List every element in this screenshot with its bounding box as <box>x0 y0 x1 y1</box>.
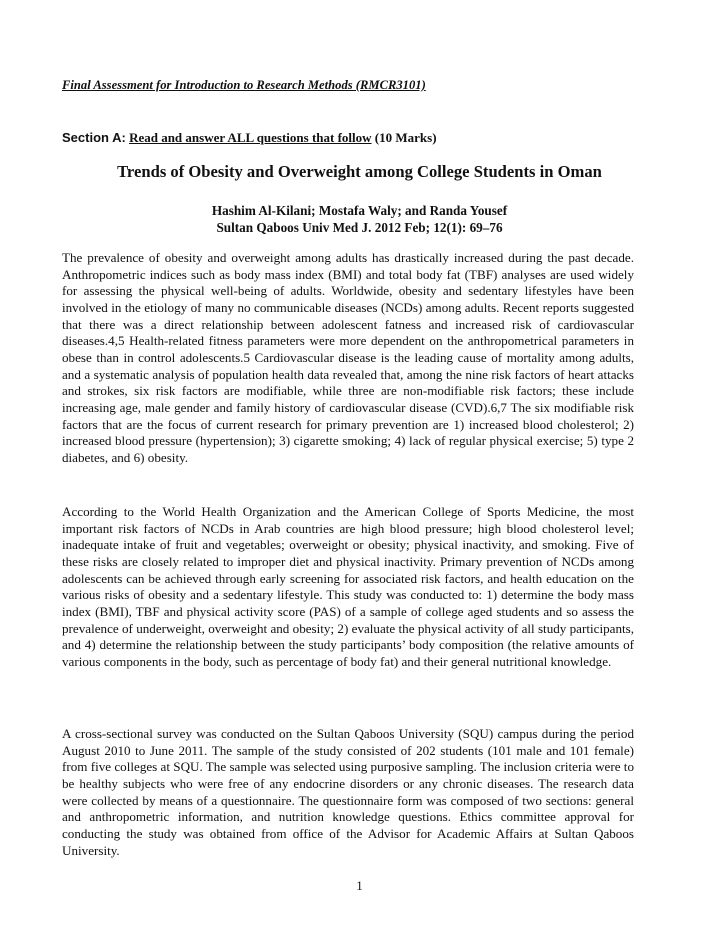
paragraph-methods: A cross-sectional survey was conducted on the Sultan Qaboos University (SQU) campus during the period August 2010 to June 2011. The sample of the study consisted of 202 students (101 male and 101 female) from five colleges at SQU. The sample was selected using purposive sampling. The inclusion criteria were to be healthy subjects who were free of any endocrine disorders or any chronic diseases. The research data were collected by means of a questionnaire. The questionnaire form was composed of two sections: general and anthropometric information, and nutrition knowledge questions. Ethics committee approval for conducting the study was obtained from office of the Advisor for Academic Affairs at Sultan Qaboos University. <box>62 726 634 858</box>
page-number: 1 <box>356 878 363 893</box>
section-marks: (10 Marks) <box>374 130 437 145</box>
article-authors: Hashim Al-Kilani; Mostafa Waly; and Randa Yousef <box>211 203 508 218</box>
section-label: Section A: <box>62 130 126 145</box>
section-instruction: Read and answer ALL questions that follow <box>129 130 372 145</box>
course-title: Final Assessment for Introduction to Research Methods (RMCR3101) <box>62 78 426 92</box>
article-title: Trends of Obesity and Overweight among College Students in Oman <box>117 162 602 181</box>
paragraph-introduction: The prevalence of obesity and overweight among adults has drastically increased during the past decade. Anthropometric indices such as body mass index (BMI) and total body fat (TBF) analyses are used widely for assessing the physical well-being of adults. Worldwide, obesity and sedentary lifestyles have been involved in the etiology of many no communicable diseases (NCDs) among adults. Recent reports suggested that there was a direct relationship between adolescent fatness and increased risk of cardiovascular diseases.4,5 Health-related fitness parameters were more dependent on the anthropometrical parameters in obese than in control adolescents.5 Cardiovascular disease is the leading cause of mortality among adults, and a systematic analysis of population health data revealed that, among the nine risk factors of heart attacks and strokes, six risk factors are modifiable, while three are non-modifiable risk factors; these include increasing age, male gender and family history of cardiovascular disease (CVD).6,7 The six modifiable risk factors that are the focus of current research for primary prevention are 1) increased blood cholesterol; 2) increased blood pressure (hypertension); 3) cigarette smoking; 4) lack of regular physical exercise; 5) type 2 diabetes, and 6) obesity. <box>62 250 634 465</box>
article-citation: Sultan Qaboos Univ Med J. 2012 Feb; 12(1): 69–76 <box>216 220 503 235</box>
paragraph-risk-factors: According to the World Health Organization and the American College of Sports Medicine, the most important risk factors of NCDs in Arab countries are high blood pressure; high blood cholesterol level; inadequate intake of fruit and vegetables; overweight or obesity; physical inactivity, and smoking. Five of these risks are closely related to improper diet and physical inactivity. Primary prevention of NCDs among adolescents can be achieved through early screening for associated risk factors, and health education on the various risks of obesity and a sedentary lifestyle. This study was conducted to: 1) determine the body mass index (BMI), TBF and physical activity score (PAS) of a sample of college aged students and so assess the prevalence of underweight, overweight and obesity; 2) evaluate the physical activity of all study participants, and 4) determine the relationship between the study participants’ body composition (the relative amounts of various components in the body, such as percentage of body fat) and their general nutritional knowledge. <box>62 504 634 669</box>
section-heading <box>62 130 437 146</box>
